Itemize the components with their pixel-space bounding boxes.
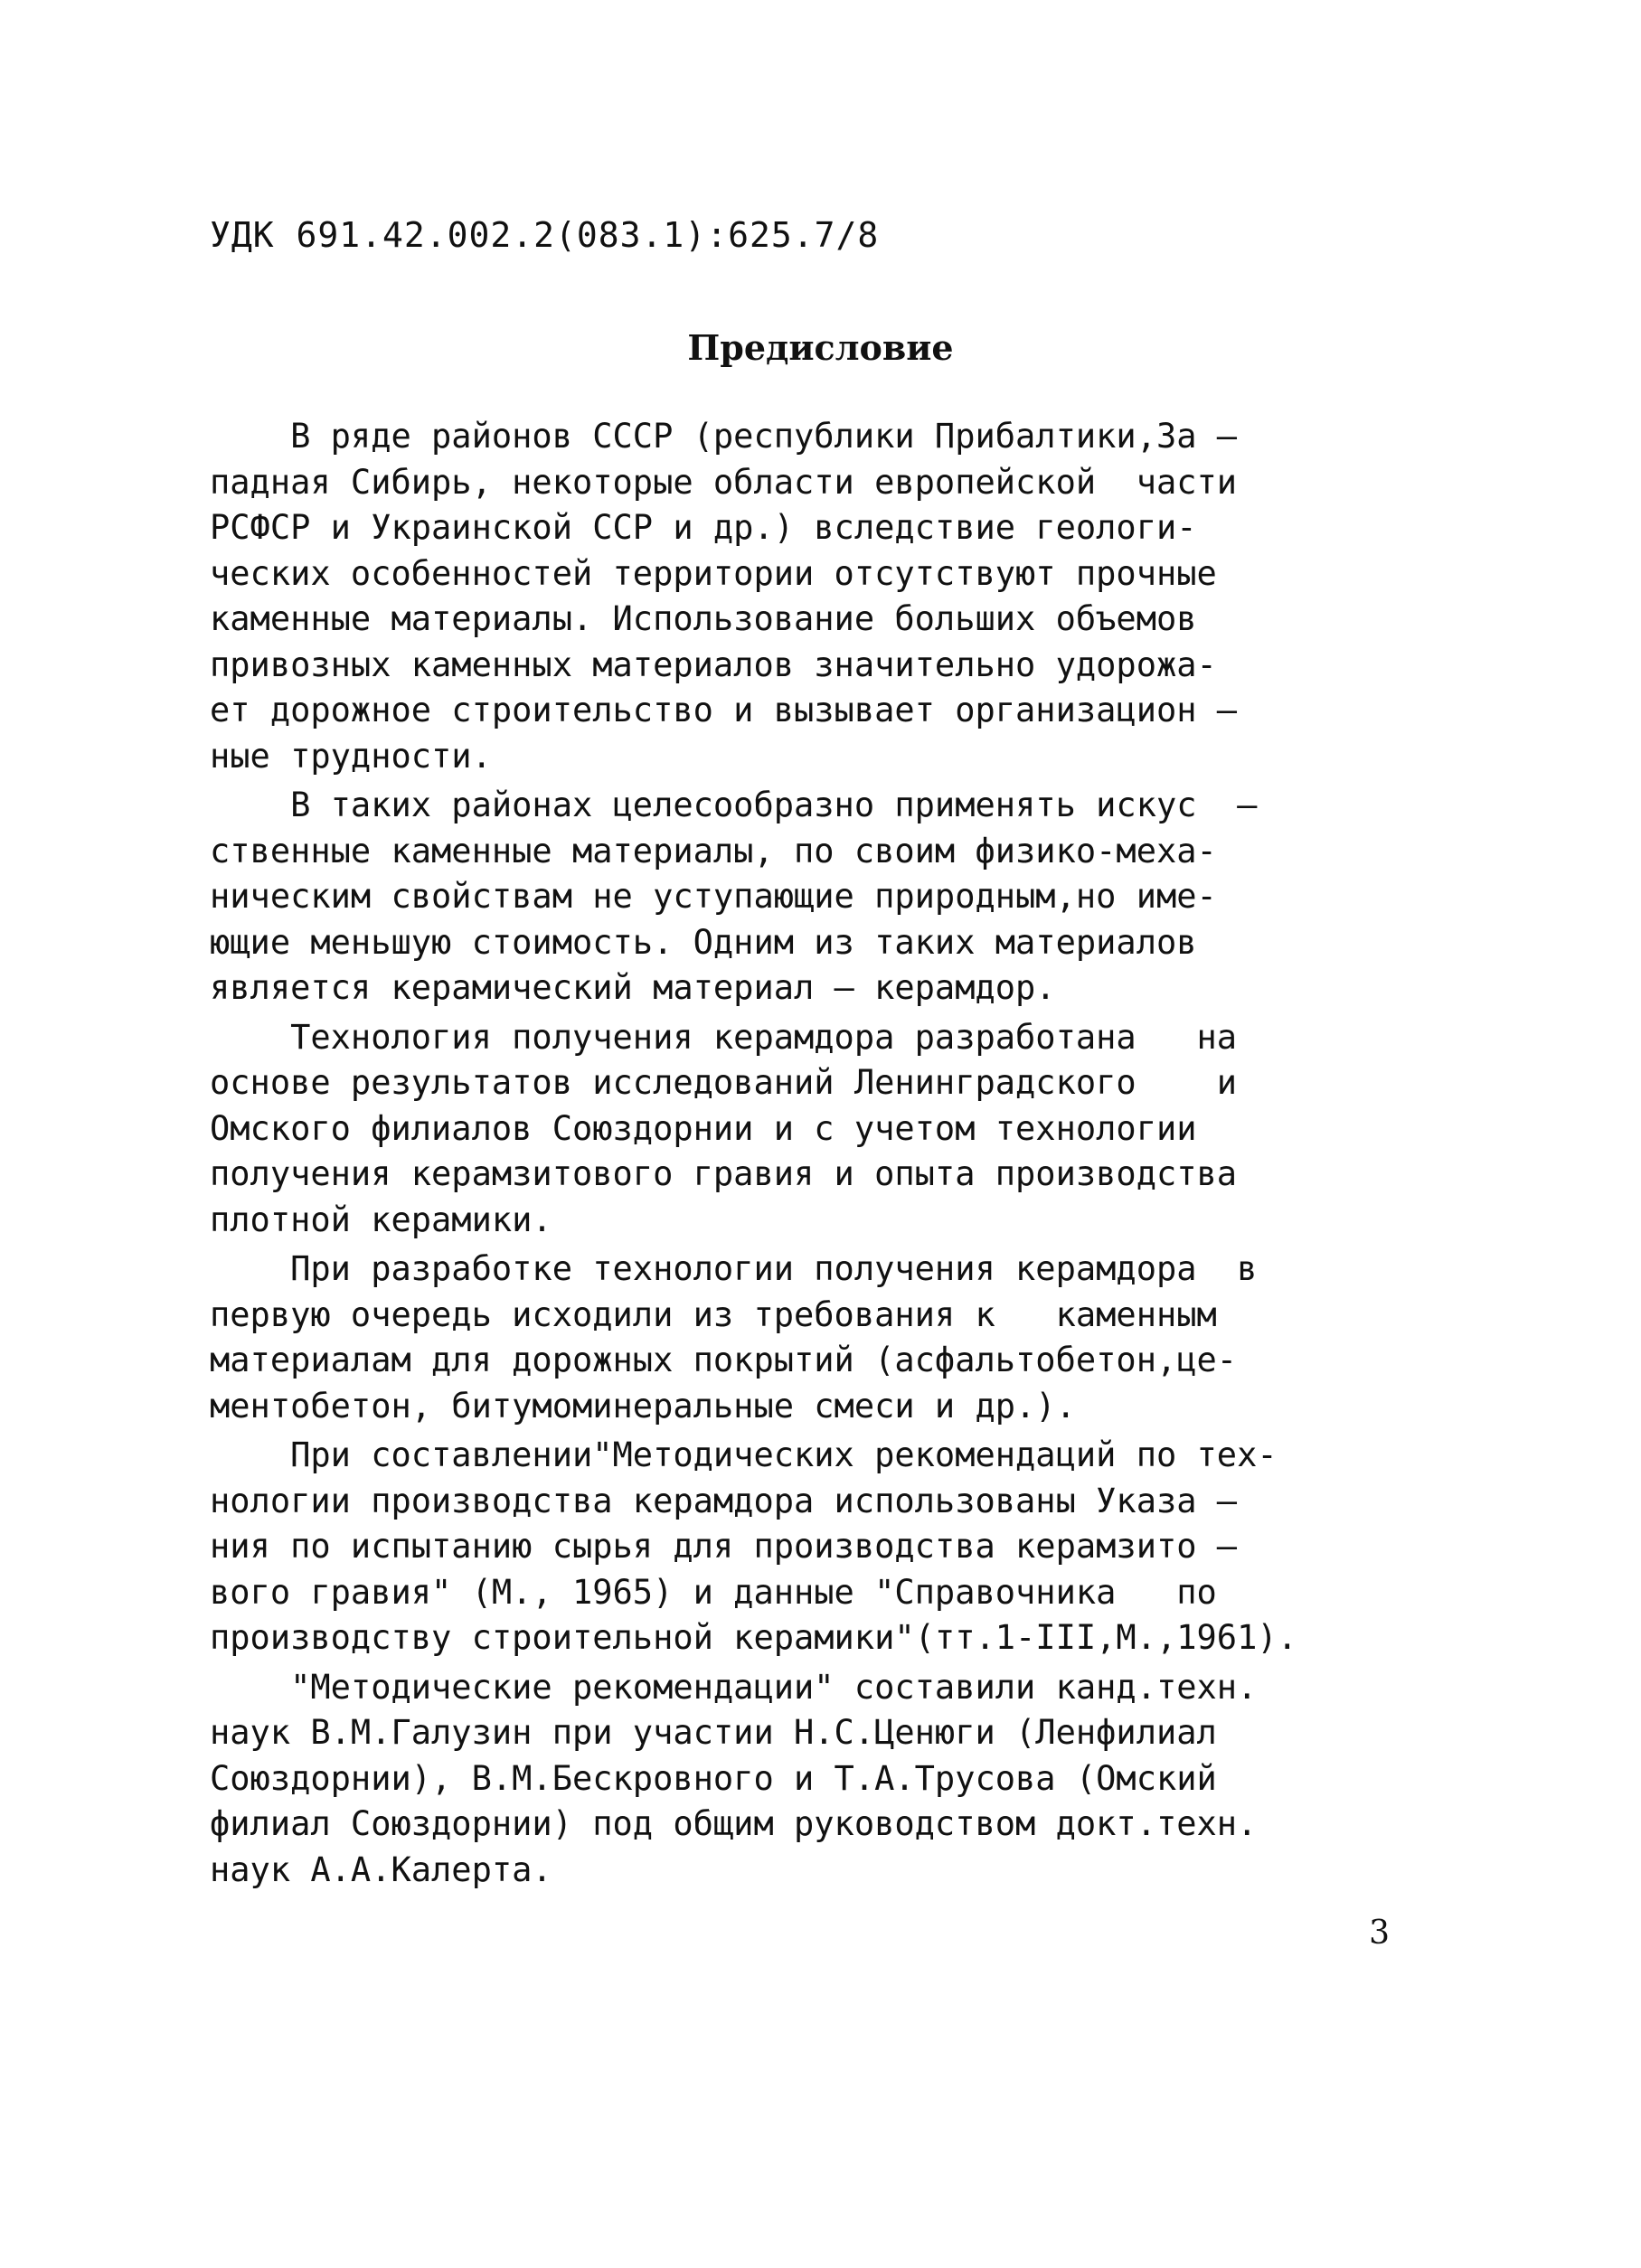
text-line: наук А.А.Калерта. (210, 1849, 552, 1889)
text-line: ет дорожное строительство и вызывает организацион – (210, 691, 1238, 729)
text-line: привозных каменных материалов значительно удорожа- (210, 645, 1217, 684)
paragraph (210, 1015, 1421, 1244)
text-line: каменные материалы. Использование больших объемов (210, 599, 1197, 638)
text-line: производству строительной керамики"(тт.1-III,М.,1961). (210, 1618, 1297, 1657)
text-line: При разработке технологии получения керамдора в (210, 1249, 1258, 1288)
page-number: 3 (1369, 1915, 1390, 1952)
text-line: наук В.М.Галузин при участии Н.С.Ценюги (Ленфилиал (210, 1713, 1217, 1752)
text-line: В ряде районов СССР (республики Прибалтики,За – (210, 417, 1238, 456)
text-line: При составлении"Методических рекомендаций по тех- (210, 1435, 1278, 1474)
text-line: РСФСР и Украинской ССР и др.) вследствие геологи- (210, 508, 1197, 547)
text-line: ническим свойствам не уступающие природным,но име- (210, 877, 1217, 916)
text-line: ческих особенностей территории отсутствуют прочные (210, 553, 1217, 593)
udk-code: УДК 691.42.002.2(083.1):625.7/8 (210, 215, 880, 255)
paragraph (210, 783, 1421, 1012)
page-title: Предисловие (687, 327, 954, 368)
text-line: "Методические рекомендации" составили канд.техн. (210, 1667, 1258, 1707)
text-line: является керамический материал – керамдор. (210, 968, 1056, 1007)
paragraph (210, 1247, 1421, 1429)
text-line: первую очередь исходили из требования к каменным (210, 1294, 1217, 1334)
text-line: основе результатов исследований Ленинградского и (210, 1063, 1238, 1102)
text-line: Союздорнии), В.М.Бескровного и Т.А.Трусова (Омский (210, 1758, 1217, 1798)
text-line: ментобетон, битумоминеральные смеси и др.). (210, 1386, 1076, 1426)
text-line: материалам для дорожных покрытий (асфальтобетон,це- (210, 1341, 1238, 1379)
paragraph (210, 414, 1421, 779)
body-text (210, 414, 1421, 1896)
text-line: ные трудности. (210, 736, 492, 776)
text-line: нологии производства керамдора использованы Указа – (210, 1481, 1238, 1520)
text-line: филиал Союздорнии) под общим руководством докт.техн. (210, 1804, 1258, 1843)
text-line: падная Сибирь, некоторые области европейской части (210, 462, 1238, 502)
paragraph (210, 1665, 1421, 1894)
paragraph (210, 1433, 1421, 1661)
text-line: Технология получения керамдора разработана на (210, 1017, 1238, 1057)
text-line: В таких районах целесообразно применять искус – (210, 786, 1258, 824)
text-line: вого гравия" (М., 1965) и данные "Справочника по (210, 1572, 1217, 1612)
text-line: ственные каменные материалы, по своим физико-меха- (210, 831, 1217, 870)
text-line: плотной керамики. (210, 1200, 552, 1239)
text-line: получения керамзитового гравия и опыта производства (210, 1154, 1238, 1193)
text-line: ния по испытанию сырья для производства керамзито – (210, 1527, 1238, 1566)
text-line: Омского филиалов Союздорнии и с учетом технологии (210, 1108, 1197, 1148)
text-line: ющие меньшую стоимость. Одним из таких материалов (210, 922, 1197, 962)
